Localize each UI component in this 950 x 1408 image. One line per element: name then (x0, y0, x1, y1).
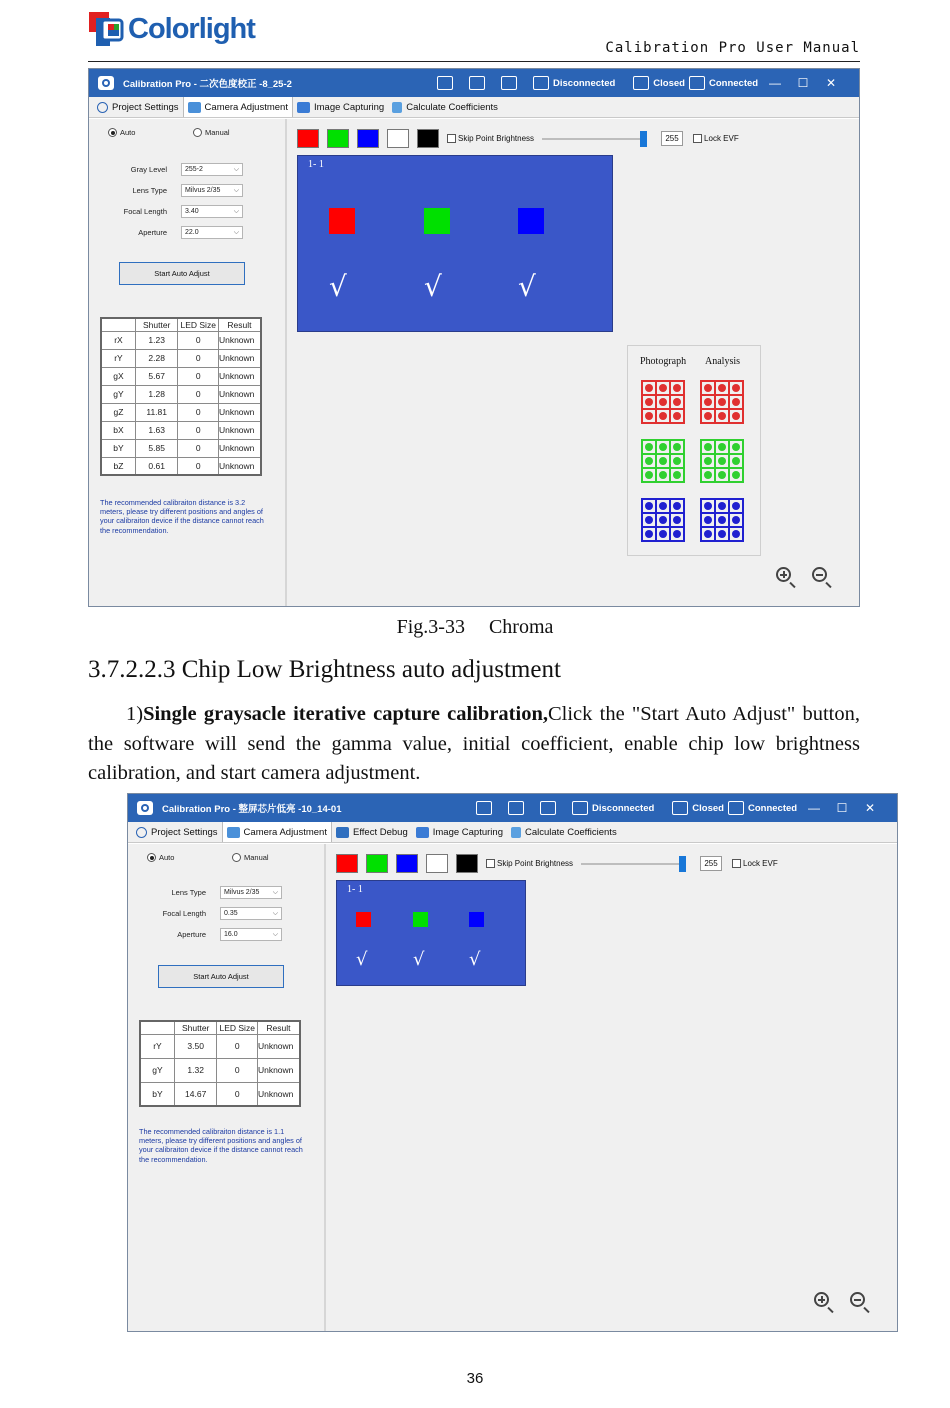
check-icon: √ (413, 949, 425, 970)
calc-icon (392, 102, 402, 113)
logo-wordmark: Colorlight (128, 12, 255, 45)
table-cell: Unknown (218, 367, 261, 385)
screen-icon[interactable] (672, 801, 688, 815)
table-cell: Unknown (218, 421, 261, 439)
table-cell: gX (101, 367, 135, 385)
blue-swatch[interactable] (396, 854, 418, 873)
preview-label: 1- 1 (308, 159, 324, 170)
zoom-out-icon[interactable] (850, 1292, 865, 1307)
start-auto-adjust-button[interactable]: Start Auto Adjust (119, 262, 245, 285)
document-header-title: Calibration Pro User Manual (605, 40, 860, 56)
table-cell: 0 (178, 349, 219, 367)
lock-evf-checkbox[interactable] (693, 134, 702, 143)
table-cell: rX (101, 331, 135, 349)
blue-patch (469, 912, 484, 927)
lock-evf-label: Lock EVF (743, 859, 778, 868)
skip-point-brightness-label: Skip Point Brightness (497, 859, 574, 868)
table-row (101, 421, 261, 439)
capture-toolbar (336, 854, 778, 873)
table-cell: Unknown (218, 457, 261, 475)
window-titlebar (128, 794, 897, 822)
brightness-value[interactable]: 255 (661, 131, 683, 146)
table-cell: 1.23 (135, 331, 178, 349)
minimize-button[interactable]: — (808, 801, 820, 815)
distance-note: The recommended calibraiton distance is 3.2 meters, please try different positions and angles of your calibraiton device if the distance cannot reach the recommendation. (100, 498, 264, 535)
document-icon[interactable] (476, 801, 492, 815)
figure-caption (0, 616, 950, 639)
table-cell: 0 (217, 1082, 258, 1106)
camera-icon (227, 827, 240, 838)
capture-panel (287, 119, 859, 606)
camera-status: Disconnected (592, 802, 655, 814)
chevron-down-icon: ⌵ (233, 228, 239, 236)
screen-status: Closed (653, 77, 685, 89)
network-status: Connected (708, 77, 759, 89)
results-table (100, 317, 262, 476)
table-cell: 1.28 (135, 385, 178, 403)
aperture-row: Aperture 22.0 ⌵ (89, 226, 243, 239)
skip-point-brightness-checkbox[interactable] (447, 134, 456, 143)
black-swatch[interactable] (456, 854, 478, 873)
image-icon (297, 102, 310, 113)
table-row (101, 439, 261, 457)
table-row (101, 349, 261, 367)
gear-icon (136, 827, 147, 838)
skip-point-brightness-label: Skip Point Brightness (458, 134, 535, 143)
section-heading: 3.7.2.2.3 Chip Low Brightness auto adjustment (88, 656, 561, 683)
table-row (140, 1082, 300, 1106)
image-icon (416, 827, 429, 838)
save-icon[interactable] (501, 76, 517, 90)
auto-radio[interactable]: Auto (147, 853, 174, 862)
focal-length-row: Focal Length 0.35 ⌵ (128, 907, 282, 920)
close-button[interactable]: ✕ (864, 801, 876, 815)
auto-radio[interactable]: Auto (108, 128, 135, 137)
table-cell: 5.67 (135, 367, 178, 385)
maximize-button[interactable]: ☐ (836, 801, 848, 815)
table-cell: bX (101, 421, 135, 439)
network-status: Connected (747, 802, 798, 814)
slider-thumb[interactable] (640, 131, 647, 147)
capture-toolbar (297, 129, 739, 148)
table-cell: Unknown (218, 331, 261, 349)
green-analysis-grid (700, 439, 744, 483)
close-button[interactable]: ✕ (825, 76, 837, 90)
app-icon (136, 799, 154, 817)
table-cell: Unknown (257, 1034, 300, 1058)
focal-length-row: Focal Length 3.40 ⌵ (89, 205, 243, 218)
white-swatch[interactable] (426, 854, 448, 873)
gear-icon (97, 102, 108, 113)
table-header: Shutter (174, 1021, 217, 1034)
table-cell: bY (101, 439, 135, 457)
lens-type-row: Lens Type Milvus 2/35 ⌵ (128, 886, 282, 899)
check-icon: √ (518, 270, 536, 303)
titlebar-toolbar (476, 794, 797, 822)
tab-image-capturing[interactable]: Image Capturing (412, 823, 507, 842)
table-header: Result (218, 318, 261, 331)
aperture-select[interactable]: 16.0 ⌵ (220, 928, 282, 941)
minimize-button[interactable]: — (769, 76, 781, 90)
photograph-label: Photograph (640, 356, 687, 367)
tab-project-settings[interactable]: Project Settings (132, 823, 222, 842)
table-row (101, 331, 261, 349)
camera-icon (188, 102, 201, 113)
red-photograph-grid (641, 380, 685, 424)
start-auto-adjust-button[interactable]: Start Auto Adjust (158, 965, 284, 988)
paragraph-bold-lead: Single graysacle iterative capture calibration, (143, 703, 548, 725)
tab-project-settings[interactable]: Project Settings (93, 98, 183, 117)
table-header (101, 318, 135, 331)
red-swatch[interactable] (336, 854, 358, 873)
red-patch (356, 912, 371, 927)
capture-preview[interactable] (297, 155, 613, 332)
table-cell: Unknown (218, 349, 261, 367)
table-cell: gY (140, 1058, 174, 1082)
chevron-down-icon: ⌵ (272, 909, 278, 917)
calc-icon (511, 827, 521, 838)
network-icon[interactable] (728, 801, 744, 815)
table-cell: rY (140, 1034, 174, 1058)
green-patch (424, 208, 450, 234)
zoom-out-icon[interactable] (812, 567, 827, 582)
zoom-in-icon[interactable] (776, 567, 791, 582)
body-paragraph: 1)Single graysacle iterative capture calibration,Click the "Start Auto Adjust" button, the software will send the gamma value, initial coefficient, enable chip low brightness calibration, and start camera adjustment. (88, 703, 861, 784)
white-swatch[interactable] (387, 129, 409, 148)
table-header: LED Size (217, 1021, 258, 1034)
tab-camera-adjustment[interactable]: Camera Adjustment (222, 821, 332, 842)
blue-analysis-grid (700, 498, 744, 542)
table-cell: Unknown (218, 403, 261, 421)
brightness-slider[interactable] (581, 863, 686, 865)
table-row (140, 1058, 300, 1082)
figure-title: Chroma (488, 616, 554, 638)
colorlight-logo-mark-icon (88, 10, 126, 48)
table-cell: 0 (178, 439, 219, 457)
chevron-down-icon: ⌵ (272, 888, 278, 896)
calibration-window-chroma (88, 68, 860, 607)
table-cell: Unknown (257, 1058, 300, 1082)
brightness-value[interactable]: 255 (700, 856, 722, 871)
table-cell: gZ (101, 403, 135, 421)
camera-status: Disconnected (553, 77, 616, 89)
settings-panel (89, 119, 287, 606)
gray-level-select[interactable]: 255-2 ⌵ (181, 163, 243, 176)
table-cell: 0 (217, 1058, 258, 1082)
chevron-down-icon: ⌵ (272, 930, 278, 938)
lock-evf-label: Lock EVF (704, 134, 739, 143)
table-header: LED Size (178, 318, 219, 331)
zoom-in-icon[interactable] (814, 1292, 829, 1307)
results-table (139, 1020, 301, 1107)
chevron-down-icon: ⌵ (233, 165, 239, 173)
window-title: Calibration Pro - 整屏芯片低亮 -10_14-01 (162, 804, 342, 815)
table-cell: Unknown (257, 1082, 300, 1106)
table-cell: 3.50 (174, 1034, 217, 1058)
chevron-down-icon: ⌵ (233, 186, 239, 194)
table-cell: bY (140, 1082, 174, 1106)
lock-evf-checkbox[interactable] (732, 859, 741, 868)
gray-level-row: Gray Level 255-2 ⌵ (89, 163, 243, 176)
page-number: 36 (466, 1370, 484, 1387)
table-cell: Unknown (218, 439, 261, 457)
table-cell: 14.67 (174, 1082, 217, 1106)
tab-camera-adjustment[interactable]: Camera Adjustment (183, 96, 293, 117)
document-icon[interactable] (437, 76, 453, 90)
lens-type-select[interactable]: Milvus 2/35 ⌵ (181, 184, 243, 197)
calibration-window-chip-low-brightness (127, 793, 898, 1332)
app-icon (97, 74, 115, 92)
check-icon: √ (356, 949, 368, 970)
main-tabs (128, 822, 897, 843)
screen-icon[interactable] (633, 76, 649, 90)
table-cell: 0 (217, 1034, 258, 1058)
green-patch (413, 912, 428, 927)
table-cell: 0 (178, 331, 219, 349)
blue-photograph-grid (641, 498, 685, 542)
lens-type-select[interactable]: Milvus 2/35 ⌵ (220, 886, 282, 899)
table-cell: 1.32 (174, 1058, 217, 1082)
analysis-label: Analysis (705, 356, 740, 367)
table-row (140, 1034, 300, 1058)
focal-length-select[interactable]: 0.35 ⌵ (220, 907, 282, 920)
figure-number: Fig.3-33 (396, 616, 465, 638)
tab-effect-debug[interactable]: Effect Debug (332, 823, 412, 842)
table-cell: 1.63 (135, 421, 178, 439)
skip-point-brightness-checkbox[interactable] (486, 859, 495, 868)
main-tabs (89, 97, 859, 118)
titlebar-toolbar (437, 69, 758, 97)
capture-panel (326, 844, 897, 1331)
aperture-row: Aperture 16.0 ⌵ (128, 928, 282, 941)
window-controls (761, 69, 845, 97)
window-controls (800, 794, 884, 822)
tab-calculate-coefficients[interactable]: Calculate Coefficients (388, 98, 502, 117)
red-swatch[interactable] (297, 129, 319, 148)
brightness-slider[interactable] (542, 138, 647, 140)
table-cell: 2.28 (135, 349, 178, 367)
table-cell: 0 (178, 457, 219, 475)
save-icon[interactable] (540, 801, 556, 815)
camera-icon[interactable] (533, 76, 549, 90)
green-photograph-grid (641, 439, 685, 483)
preview-label: 1- 1 (347, 884, 363, 895)
table-header: Shutter (135, 318, 178, 331)
screen-status: Closed (692, 802, 724, 814)
red-analysis-grid (700, 380, 744, 424)
black-swatch[interactable] (417, 129, 439, 148)
check-icon: √ (329, 270, 347, 303)
camera-icon[interactable] (572, 801, 588, 815)
header-rule (88, 61, 860, 62)
tab-image-capturing[interactable]: Image Capturing (293, 98, 388, 117)
capture-preview[interactable] (336, 880, 526, 986)
table-cell: 0 (178, 421, 219, 439)
table-cell: 0 (178, 403, 219, 421)
settings-panel (128, 844, 326, 1331)
table-row (101, 403, 261, 421)
tab-calculate-coefficients[interactable]: Calculate Coefficients (507, 823, 621, 842)
open-folder-icon[interactable] (508, 801, 524, 815)
blue-swatch[interactable] (357, 129, 379, 148)
red-patch (329, 208, 355, 234)
check-icon: √ (469, 949, 481, 970)
green-swatch[interactable] (366, 854, 388, 873)
table-row (101, 385, 261, 403)
maximize-button[interactable]: ☐ (797, 76, 809, 90)
manual-radio[interactable]: Manual (232, 853, 269, 862)
lens-type-row: Lens Type Milvus 2/35 ⌵ (89, 184, 243, 197)
table-row (101, 457, 261, 475)
colorlight-logo (88, 9, 255, 49)
table-cell: bZ (101, 457, 135, 475)
table-cell: 0 (178, 385, 219, 403)
window-titlebar (89, 69, 859, 97)
green-swatch[interactable] (327, 129, 349, 148)
table-cell: 5.85 (135, 439, 178, 457)
check-icon: √ (424, 270, 442, 303)
debug-icon (336, 827, 349, 838)
window-title: Calibration Pro - 二次色度校正 -8_25-2 (123, 79, 292, 90)
slider-thumb[interactable] (679, 856, 686, 872)
chevron-down-icon: ⌵ (233, 207, 239, 215)
table-cell: 0.61 (135, 457, 178, 475)
manual-radio[interactable]: Manual (193, 128, 230, 137)
table-header: Result (257, 1021, 300, 1034)
table-cell: 0 (178, 367, 219, 385)
table-header (140, 1021, 174, 1034)
network-icon[interactable] (689, 76, 705, 90)
analysis-panel (627, 345, 761, 556)
table-cell: Unknown (218, 385, 261, 403)
distance-note: The recommended calibraiton distance is 1.1 meters, please try different positions and angles of your calibraiton device if the distance cannot reach the recommendation. (139, 1127, 303, 1164)
table-cell: 11.81 (135, 403, 178, 421)
table-row (101, 367, 261, 385)
aperture-select[interactable]: 22.0 ⌵ (181, 226, 243, 239)
open-folder-icon[interactable] (469, 76, 485, 90)
table-cell: rY (101, 349, 135, 367)
blue-patch (518, 208, 544, 234)
table-cell: gY (101, 385, 135, 403)
focal-length-select[interactable]: 3.40 ⌵ (181, 205, 243, 218)
